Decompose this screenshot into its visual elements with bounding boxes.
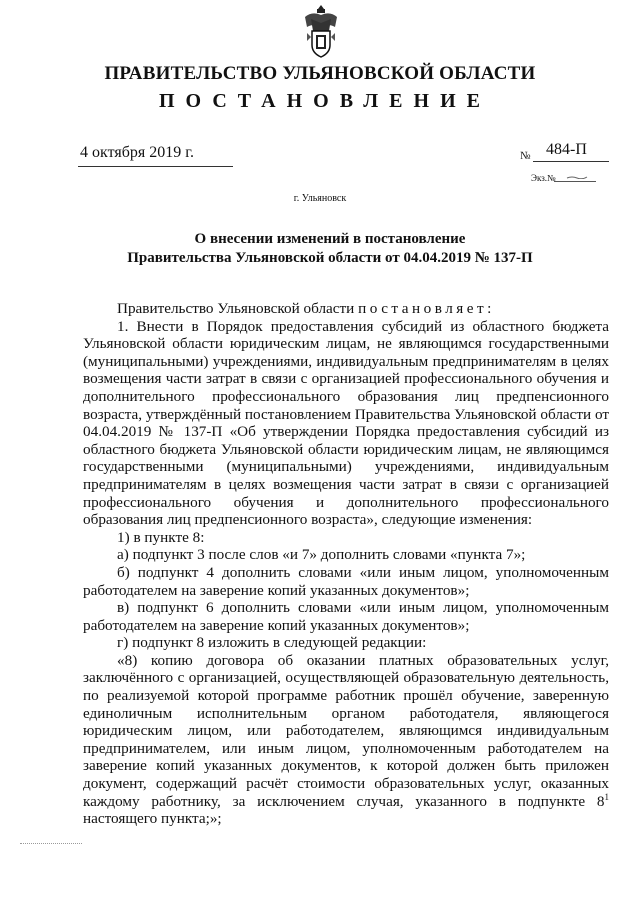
coat-of-arms-icon [302,3,340,59]
footer-dotted-line [20,843,82,844]
handwritten-mark-icon [566,176,588,179]
city: г. Ульяновск [293,193,347,204]
paragraph-7-superscript: 1 [604,791,609,802]
copy-number-underline [554,181,596,182]
date-underline [78,166,233,167]
paragraph-7-main: «8) копию договора об оказании платных образовательных услуг, заключённого с организацией, осуществляющей образовательную деятельность, по реализуемой которой программе работник прошёл обучение, заверенную единоличным исполнительным органом работодателя, являющегося юридическим лицом, или работодателем, являющимся индивидуальным предпринимателем, или иным лицом, уполномоченным работодателем на заверение копий указанных документов, к которой должен быть приложен документ, содержащий расчёт стоимости образовательных услуг, оказанных каждому работнику, за исключением случая, указанного в подпункте 8 [83,651,609,810]
document-date: 4 октября 2019 г. [80,144,194,161]
government-title: ПРАВИТЕЛЬСТВО УЛЬЯНОВСКОЙ ОБЛАСТИ [104,63,536,84]
paragraph-5: в) подпункт 6 дополнить словами «или иным лицом, уполномоченным работодателем на заверение копий указанных документов»; [83,599,609,634]
document-number: 484-П [546,141,587,158]
intro-verb: постановляет: [358,300,495,317]
paragraph-2: 1) в пункте 8: [117,528,205,546]
document-body [83,300,609,828]
intro-paragraph [83,300,609,318]
paragraph-7 [83,652,609,828]
intro-subject: Правительство Ульяновской области [117,300,355,317]
document-type: ПОСТАНОВЛЕНИЕ [159,90,491,112]
paragraph-3: а) подпункт 3 после слов «и 7» дополнить словами «пункта 7»; [117,546,526,564]
heading-line-2: Правительства Ульяновской области от 04.04.2019 № 137-П [127,250,533,266]
heading-line-1: О внесении изменений в постановление [194,231,466,247]
number-underline [533,161,609,162]
paragraph-6: г) подпункт 8 изложить в следующей редакции: [117,634,427,652]
paragraph-7-end: настоящего пункта;»; [83,810,222,828]
number-label: № [520,150,531,162]
copy-number-label: Экз.№ [531,173,556,183]
paragraph-4: б) подпункт 4 дополнить словами «или иным лицом, уполномоченным работодателем на заверение копий указанных документов»; [83,563,609,599]
document-heading [60,230,600,268]
paragraph-1: 1. Внести в Порядок предоставления субсидий из областного бюджета Ульяновской области юридическим лицам, не являющимся государственными (муниципальными) учреждениями, индивидуальным предпринимателям в целях возмещения части затрат в связи с организацией профессионального обучения и дополнительного профессионального образования лиц предпенсионного возраста, утверждённый постановлением Правительства Ульяновской области от 04.04.2019 № 137-П «Об утверждении Порядка предоставления субсидий из областного бюджета Ульяновской области юридическим лицам, не являющимся государственными (муниципальными) учреждениями, индивидуальным предпринимателям в целях возмещения части затрат в связи с организацией профессионального обучения и дополнительного профессионального образования лиц предпенсионного возраста», следующие изменения: [83,317,609,529]
